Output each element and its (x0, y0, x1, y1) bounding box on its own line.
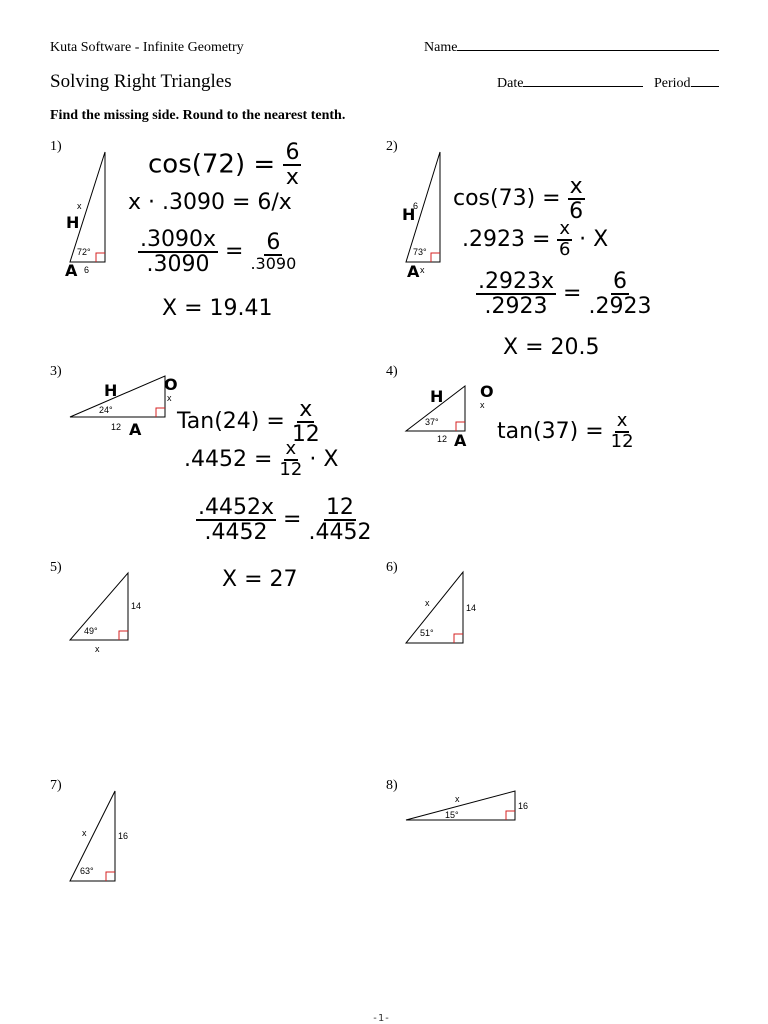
work-line: Tan(24) = $\frac{x}{12}$ (177, 397, 320, 448)
hand-mark-a: A (65, 261, 78, 280)
unknown-label: x (480, 400, 485, 410)
problem-number: 4) (386, 364, 398, 379)
side-label: 16 (118, 831, 129, 841)
triangle-5 (70, 573, 128, 640)
hand-mark-h: H (402, 205, 416, 224)
angle-label: 15° (445, 810, 459, 820)
right-angle-mark (454, 634, 463, 643)
angle-label: 49° (84, 626, 98, 636)
side-label: 12 (111, 422, 122, 432)
angle-label: 37° (425, 417, 439, 427)
side-label: 12 (437, 434, 448, 444)
answer: X = 20.5 (503, 335, 600, 360)
right-angle-mark (431, 253, 440, 262)
side-label: 6 (84, 265, 90, 275)
work-line: $\frac{.2923x}{.2923}$ = $\frac{6}{.2923}$ (478, 269, 652, 320)
hand-mark-a: A (407, 262, 420, 281)
triangle-3 (70, 376, 165, 417)
period-label: Period (654, 76, 691, 91)
right-angle-mark (119, 631, 128, 640)
publisher-label: Kuta Software - Infinite Geometry (50, 40, 244, 55)
problem-number: 2) (386, 139, 398, 154)
unknown-label: x (455, 794, 460, 804)
name-label: Name (424, 40, 458, 55)
hand-mark-h: H (66, 213, 80, 232)
answer: X = 27 (222, 567, 298, 592)
work-line: .4452 = $\frac{x}{12}$ · X (184, 438, 339, 480)
instructions: Find the missing side. Round to the nearest tenth. (50, 108, 346, 123)
problem-number: 3) (50, 364, 62, 379)
angle-label: 73° (413, 247, 427, 257)
work-line: .2923 = $\frac{x}{6}$ · X (462, 218, 609, 260)
angle-label: 51° (420, 628, 434, 638)
triangle-8 (406, 791, 515, 820)
unknown-label: x (82, 828, 87, 838)
problem-number: 1) (50, 139, 62, 154)
page-title: Solving Right Triangles (50, 71, 232, 92)
angle-label: 63° (80, 866, 94, 876)
side-label: 16 (518, 801, 529, 811)
unknown-label: x (167, 393, 172, 403)
side-label: 14 (131, 601, 142, 611)
work-line: $\frac{.3090x}{.3090}$ = $\frac{6}{.3090}$ (140, 227, 297, 278)
hand-mark-a: A (129, 420, 142, 439)
right-angle-mark (156, 408, 165, 417)
hand-mark-o: O (164, 375, 178, 394)
problem-number: 5) (50, 560, 62, 575)
date-label: Date (497, 76, 524, 91)
angle-label: 24° (99, 405, 113, 415)
unknown-label: x (420, 265, 425, 275)
angle-label: 72° (77, 247, 91, 257)
right-angle-mark (506, 811, 515, 820)
problem-number: 7) (50, 778, 62, 793)
problem-number: 8) (386, 778, 398, 793)
work-line: cos(72) = $\frac{6}{x}$ (148, 140, 300, 191)
right-angle-mark (96, 253, 105, 262)
work-line: cos(73) = $\frac{x}{6}$ (453, 174, 584, 225)
unknown-label: x (95, 644, 100, 654)
side-label: 6 (413, 201, 419, 211)
hand-mark-a: A (454, 431, 467, 450)
work-line: tan(37) = $\frac{x}{12}$ (497, 410, 634, 452)
triangle-6 (406, 572, 463, 643)
hand-mark-h: H (104, 381, 118, 400)
problem-number: 6) (386, 560, 398, 575)
hand-mark-o: O (480, 382, 494, 401)
right-angle-mark (106, 872, 115, 881)
work-line: $\frac{.4452x}{.4452}$ = $\frac{12}{.4452}$ (198, 495, 372, 546)
right-angle-mark (456, 422, 465, 431)
unknown-label: x (77, 201, 82, 211)
hand-mark-h: H (430, 387, 444, 406)
answer: X = 19.41 (162, 296, 273, 321)
triangle-1 (70, 152, 105, 262)
work-line: x · .3090 = 6/x (128, 190, 292, 215)
side-label: 14 (466, 603, 477, 613)
page-number: -1- (372, 1013, 391, 1024)
unknown-label: x (425, 598, 430, 608)
